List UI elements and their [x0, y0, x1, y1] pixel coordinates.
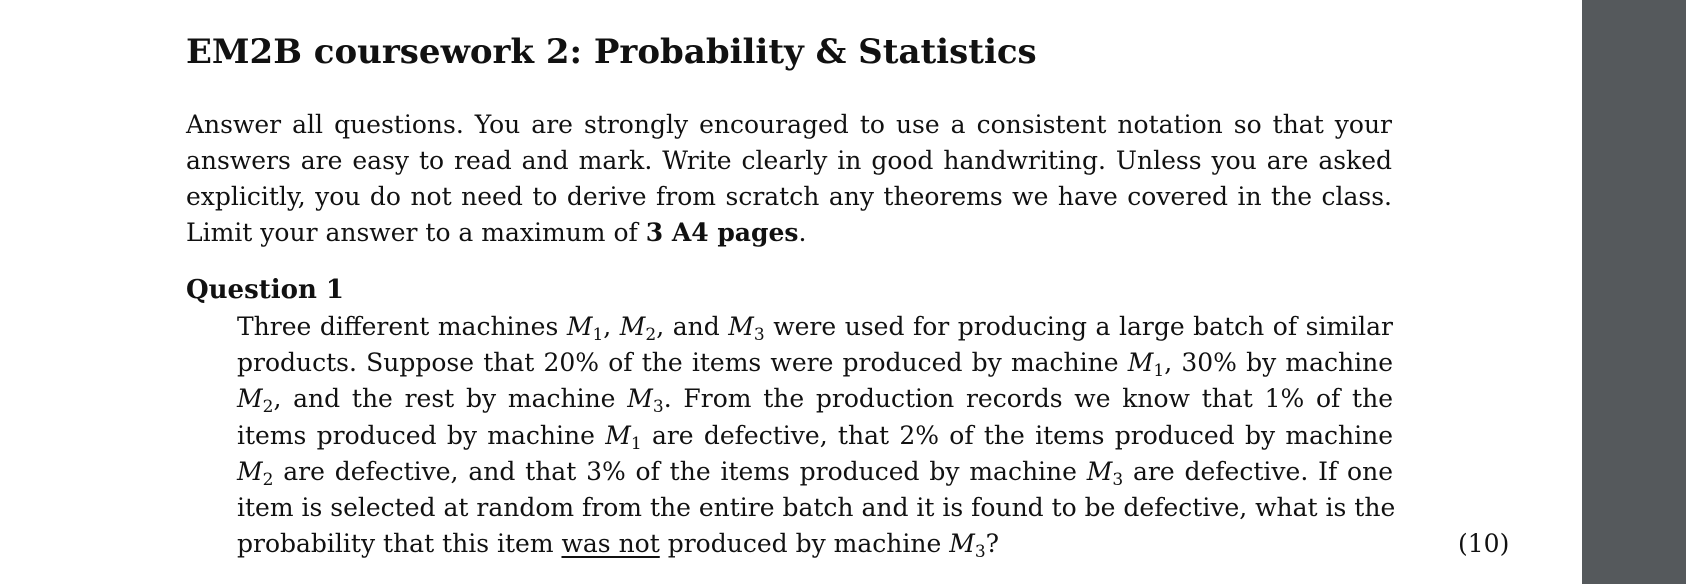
question-line: [237, 526, 1393, 562]
question-line: [237, 454, 1393, 490]
machine-symbol: $M_1$: [605, 420, 642, 454]
question-text: , and the rest by machine: [273, 384, 616, 414]
machine-symbol: $M_3$: [1086, 456, 1124, 490]
page-limit-text: Limit your answer to a maximum of: [186, 218, 638, 247]
question-line: [237, 418, 1393, 454]
instructions-line: answers are easy to read and mark. Write clearly in good handwriting. Unless you are asked: [186, 146, 1392, 175]
question-text: were used for producing a large batch of similar: [773, 312, 1393, 341]
machine-symbol: $M_2$: [619, 312, 657, 345]
underlined-emphasis: was not: [561, 529, 660, 559]
question-text: products. Suppose that 20% of the items were produced by machine: [237, 348, 1119, 378]
machine-symbol: $M_3$: [949, 529, 986, 563]
question-1-heading: Question 1: [186, 275, 345, 305]
question-text: are defective, and that 3% of the items produced by machine: [283, 456, 1077, 486]
question-text: are defective. If one: [1133, 456, 1393, 486]
instructions-line: explicitly, you do not need to derive from scratch any theorems we have covered in the class.: [186, 182, 1392, 211]
viewer-side-panel: [1582, 0, 1686, 584]
question-text: ?: [985, 529, 1000, 559]
machine-symbol: $M_3$: [627, 384, 664, 418]
question-text: , and: [656, 312, 720, 341]
machine-symbol: $M_1$: [1127, 348, 1165, 382]
question-1-body: [237, 309, 1396, 563]
question-line: [237, 381, 1393, 417]
document-title: EM2B coursework 2: Probability & Statistics: [186, 32, 1037, 72]
question-text: items produced by machine: [237, 420, 595, 450]
question-text: produced by machine: [667, 529, 942, 559]
question-1-marks: (10): [1458, 529, 1510, 558]
page-limit-period: .: [798, 218, 807, 247]
instructions-paragraph: [186, 107, 1392, 251]
question-text: . From the production records we know that 1% of the: [663, 384, 1393, 414]
question-line: item is selected at random from the entire batch and it is found to be defective, what is the: [237, 492, 1396, 522]
question-text: , 30% by machine: [1164, 348, 1393, 378]
question-text: Three different machines: [237, 312, 559, 341]
machine-symbol: $M_1$: [566, 312, 604, 345]
question-line: [237, 309, 1393, 345]
question-text: ,: [603, 312, 612, 341]
question-text: probability that this item: [237, 529, 554, 559]
machine-symbol: $M_2$: [237, 456, 274, 490]
question-text: are defective, that 2% of the items produced by machine: [651, 420, 1393, 450]
instructions-line: Answer all questions. You are strongly encouraged to use a consistent notation so that your: [186, 110, 1392, 139]
machine-symbol: $M_2$: [237, 384, 274, 418]
machine-symbol: $M_3$: [728, 312, 765, 345]
page-limit-bold: 3 A4 pages: [645, 218, 799, 247]
instructions-line: [186, 215, 1392, 251]
question-line: [237, 345, 1393, 381]
